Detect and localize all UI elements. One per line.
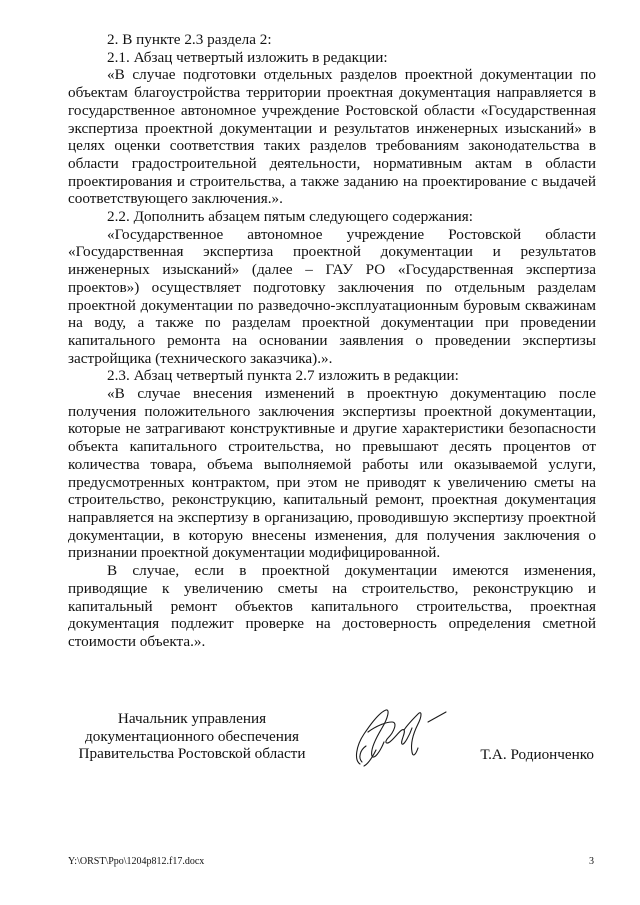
- paragraph-2-1-heading: 2.1. Абзац четвертый изложить в редакции:: [107, 48, 388, 66]
- paragraph-section-2-3-intro: 2. В пункте 2.3 раздела 2:: [107, 31, 272, 48]
- signatory-title-line: документационного обеспечения: [85, 727, 299, 745]
- paragraph-2-2-heading: 2.2. Дополнить абзацем пятым следующего содержания:: [107, 208, 473, 226]
- signatory-title: [68, 710, 316, 763]
- page-footer: [68, 856, 596, 870]
- paragraph-2-3-heading: 2.3. Абзац четвертый пункта 2.7 изложить в редакции:: [107, 367, 459, 385]
- paragraph-2-3-text-continued: В случае, если в проектной документации имеются изменения, приводящие к увеличению сметы на строительство, реконструкцию и капитальный ремонт объектов капитального строительства, проектная документация подлежит проверке на достоверность определения сметной стоимости объекта.».: [68, 562, 596, 650]
- signature-block: [68, 710, 596, 780]
- signatory-name: Т.А. Родионченко: [480, 746, 594, 763]
- signatory-title-line: Правительства Ростовской области: [78, 745, 306, 763]
- document-body: [68, 31, 596, 651]
- handwritten-signature: [342, 702, 452, 770]
- paragraph-2-2-text: «Государственное автономное учреждение Ростовской области «Государственная экспертиза проектной документации и результатов инженерных изысканий» (далее – ГАУ РО «Государственная экспертиза проектов») осуществляет подготовку заключения по отдельным разделам проектной документации по разведочно-эксплуатационным буровым скважинам на воду, а также по разделам проектной документации при проведении капитального ремонта на основании заявления о проведении экспертизы застройщика (технического заказчика).».: [68, 225, 596, 367]
- footer-page-number: 3: [589, 856, 594, 867]
- paragraph-2-3-text: «В случае внесения изменений в проектную документацию после получения положительного заключения экспертизы проектной документации, которые не затрагивают конструктивные и другие характеристики безопасности объекта капитального строительства, но превышают десять процентов от количества товара, объема выполняемой работы или оказываемой услуги, предусмотренных контрактом, при этом не приводят к увеличению сметы на строительство, реконструкцию, капитальный ремонт, проектная документация направляется на экспертизу в организацию, проводившую экспертизу проектной документации, в которую внесены изменения, для получения заключения о признании проектной документации модифицированной.: [68, 385, 596, 562]
- paragraph-2-1-text: «В случае подготовки отдельных разделов проектной документации по объектам благоустройства территории проектная документация направляется в государственное автономное учреждение Ростовской области «Государственная экспертиза проектной документации и результатов инженерных изысканий» в целях оценки соответствия таких разделов требованиям законодательства в области градостроительной деятельности, нормативным актам в области проектирования и строительства, а также заданию на проектирование с выдачей соответствующего заключения.».: [68, 66, 596, 208]
- footer-file-path: Y:\ORST\Ppo\1204p812.f17.docx: [68, 856, 205, 867]
- signatory-title-line: Начальник управления: [117, 710, 267, 727]
